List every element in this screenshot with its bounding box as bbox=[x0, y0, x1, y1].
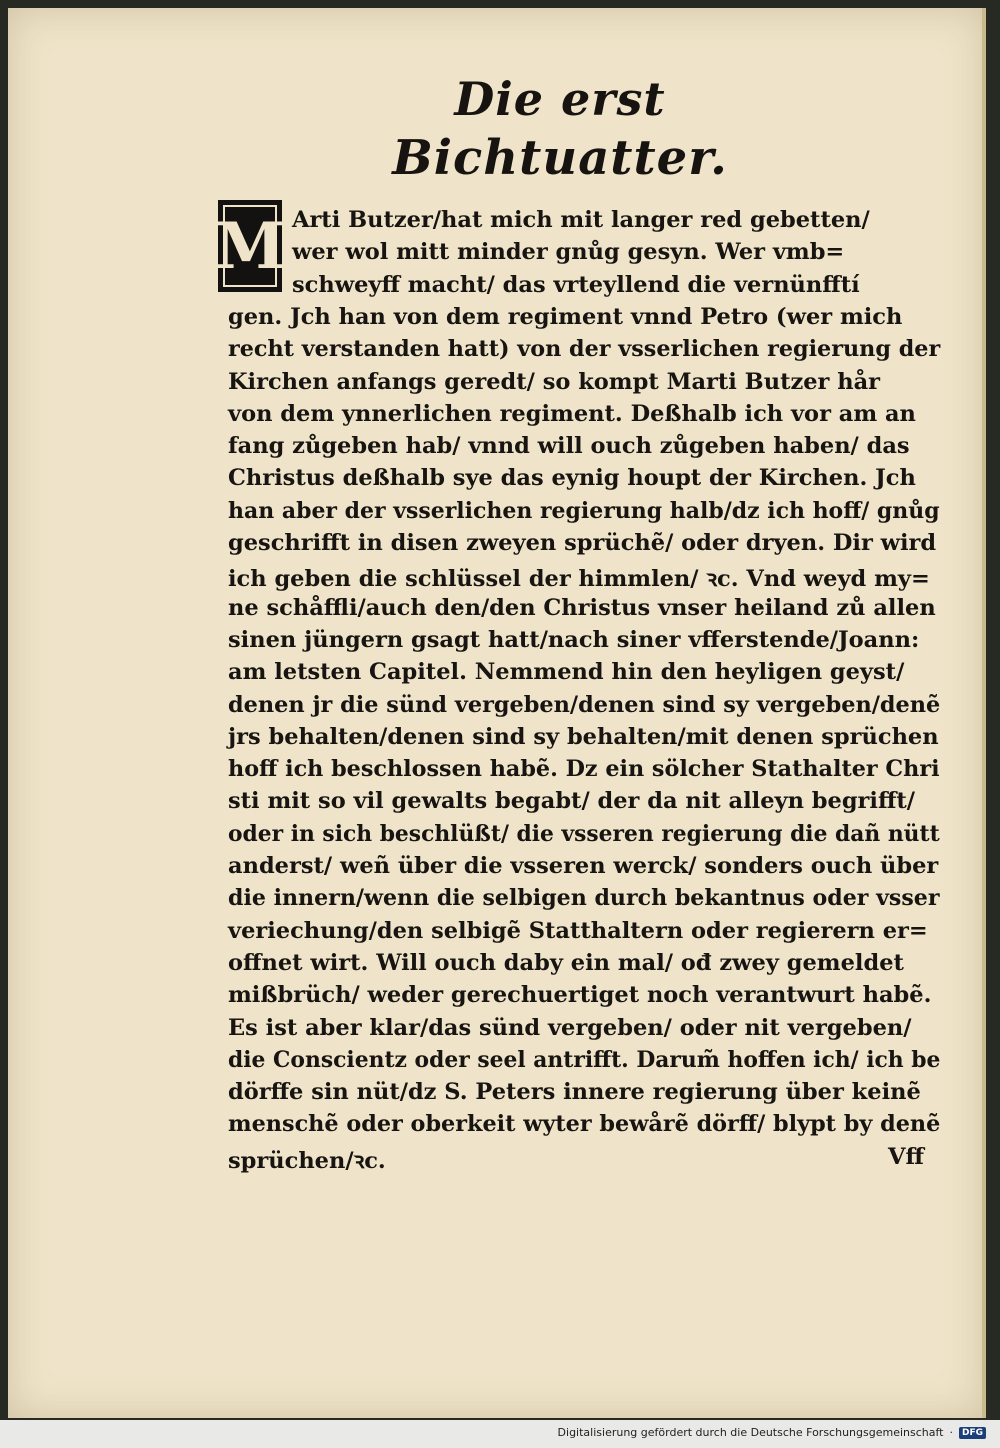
chapter-title-line-1: Die erst bbox=[454, 72, 666, 126]
text-line: offnet wirt. Will ouch daby ein mal/ ođ zwey gemeldet bbox=[228, 949, 904, 976]
text-line: sprüchen/ꝛc. bbox=[228, 1147, 386, 1174]
text-line: oder in sich beschlüßt/ die vsseren regierung die dañ nütt bbox=[228, 820, 940, 847]
text-line: ne schåffli/auch den/den Christus vnser heiland zů allen bbox=[228, 594, 936, 621]
text-line: hoff ich beschlossen habẽ. Dz ein sölcher Stathalter Chri bbox=[228, 756, 940, 783]
text-line: wer wol mitt minder gnůg gesyn. Wer vmb= bbox=[292, 239, 845, 266]
page-edge bbox=[982, 8, 986, 1418]
footer-credit-text: Digitalisierung gefördert durch die Deutsche Forschungsgemeinschaft bbox=[557, 1426, 944, 1439]
text-line: ich geben die schlüssel der himmlen/ ꝛc. Vnd weyd my= bbox=[228, 566, 930, 593]
text-line: fang zůgeben hab/ vnnd will ouch zůgeben haben/ das bbox=[228, 433, 910, 460]
text-line: die innern/wenn die selbigen durch bekantnus oder vsser bbox=[228, 885, 940, 912]
text-line: sti mit so vil gewalts begabt/ der da nit alleyn begrifft/ bbox=[228, 788, 916, 815]
chapter-title-line-2: Bichtuatter. bbox=[392, 130, 728, 186]
text-line: anderst/ weñ über die vsseren werck/ sonders ouch über bbox=[228, 853, 939, 879]
text-line: sinen jüngern gsagt hatt/nach siner vfferstende/Joann: bbox=[228, 626, 920, 653]
text-line: menschẽ oder oberkeit wyter bewårẽ dörff/ blypt by denẽ bbox=[228, 1111, 941, 1138]
text-line: Kirchen anfangs geredt/ so kompt Marti Butzer hår bbox=[228, 368, 881, 395]
text-line: jrs behalten/denen sind sy behalten/mit denen sprüchen bbox=[228, 723, 939, 750]
text-line: von dem ynnerlichen regiment. Deßhalb ich vor am an bbox=[228, 400, 916, 427]
catchword: Vff bbox=[888, 1143, 924, 1170]
text-line: recht verstanden hatt) von der vsserlichen regierung der bbox=[228, 336, 941, 363]
text-line: gen. Jch han von dem regiment vnnd Petro (wer mich bbox=[228, 303, 903, 330]
text-line: denen jr die sünd vergeben/denen sind sy vergeben/denẽ bbox=[228, 691, 941, 718]
text-line: schweyff macht/ das vrteyllend die vernünfftí bbox=[292, 271, 860, 298]
text-line: am letsten Capitel. Nemmend hin den heyligen geyst/ bbox=[228, 659, 905, 686]
text-line: geschrifft in disen zweyen sprüchẽ/ oder dryen. Dir wird bbox=[228, 530, 937, 556]
text-line: Christus deßhalb sye das eynig houpt der Kirchen. Jch bbox=[228, 465, 916, 492]
text-line: veriechung/den selbigẽ Statthaltern oder regierern er= bbox=[228, 917, 928, 944]
text-line: han aber der vsserlichen regierung halb/dz ich hoff/ gnůg bbox=[228, 497, 940, 524]
text-line: dörffe sin nüt/dz S. Peters innere regierung über keinẽ bbox=[228, 1079, 921, 1106]
text-line: Arti Butzer/hat mich mit langer red gebetten/ bbox=[292, 207, 870, 233]
text-line: Es ist aber klar/das sünd vergeben/ oder nit vergeben/ bbox=[228, 1014, 912, 1041]
dfg-logo-icon: DFG bbox=[959, 1427, 986, 1439]
decorated-initial: M bbox=[218, 200, 282, 292]
text-line: die Conscientz oder seel antrifft. Darum̃ hoffen ich/ ich be bbox=[228, 1046, 941, 1073]
digitization-footer: Digitalisierung gefördert durch die Deutsche Forschungsgemeinschaft · DFG bbox=[558, 1426, 986, 1439]
text-line: mißbrüch/ weder gerechuertiget noch verantwurt habẽ. bbox=[228, 982, 932, 1009]
